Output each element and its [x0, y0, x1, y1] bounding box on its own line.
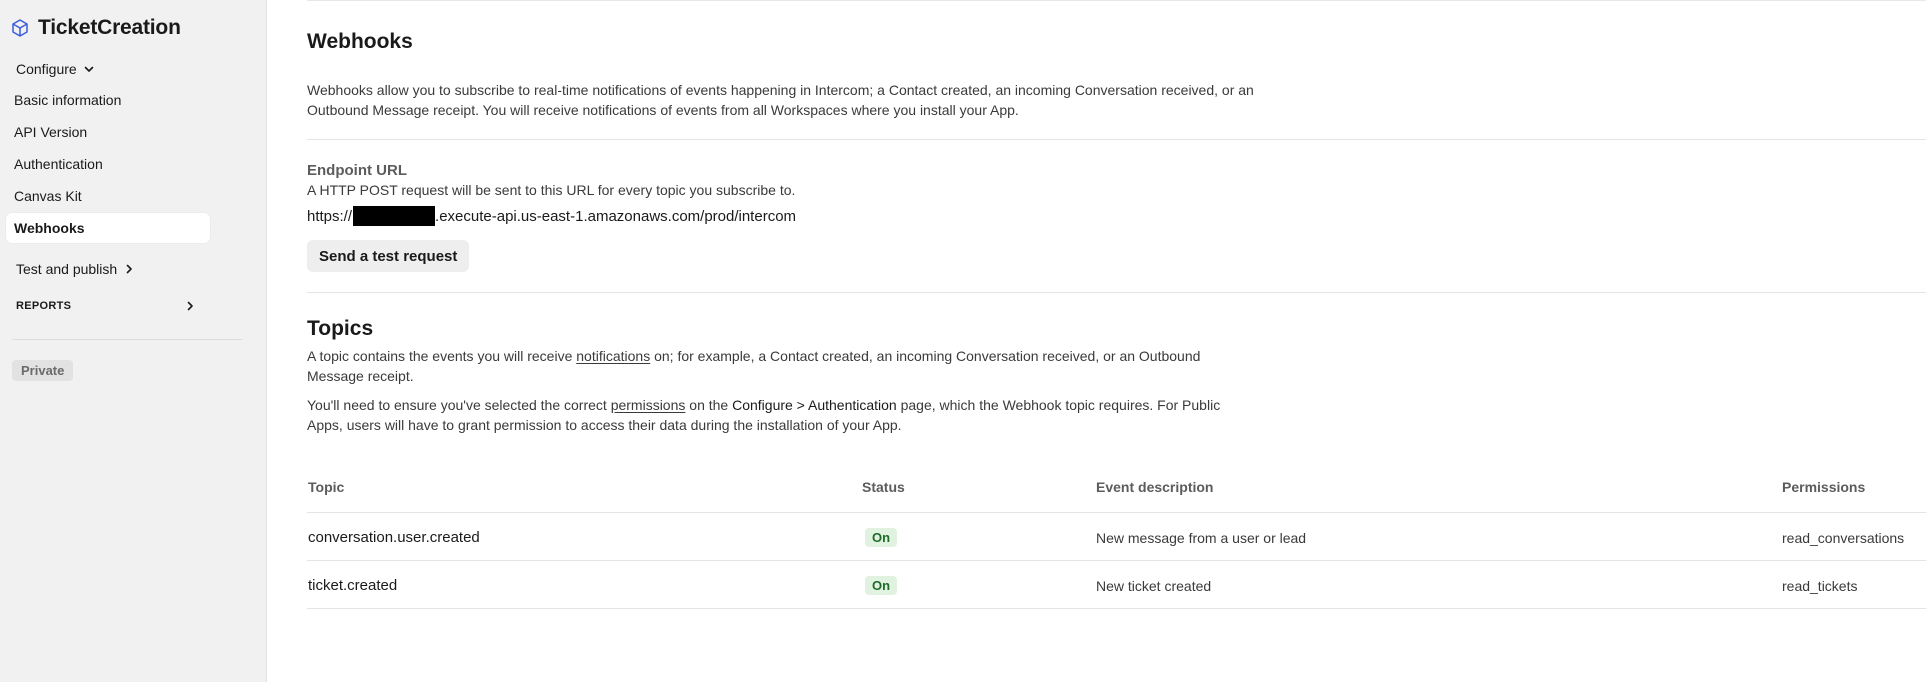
private-badge: Private: [12, 360, 73, 381]
sidebar-item-label: Authentication: [14, 156, 103, 172]
top-divider: [307, 0, 1926, 1]
endpoint-url-value: [307, 206, 796, 226]
endpoint-url-label: Endpoint URL: [307, 162, 407, 179]
configure-authentication-text: Configure > Authentication: [732, 397, 897, 413]
section-divider: [307, 292, 1926, 293]
sidebar-item-label: Canvas Kit: [14, 188, 82, 204]
topics-text: on the: [685, 397, 733, 413]
event-description: New message from a user or lead: [1096, 530, 1307, 546]
chevron-down-icon: [83, 63, 95, 75]
topics-title: Topics: [307, 317, 374, 340]
permissions-link[interactable]: permissions: [610, 397, 686, 413]
endpoint-url-help: A HTTP POST request will be sent to this URL for every topic you subscribe to.: [307, 182, 796, 198]
topics-text: You'll need to ensure you've selected the correct: [307, 397, 611, 413]
topic-name: ticket.created: [308, 577, 398, 594]
column-header-permissions: Permissions: [1782, 479, 1866, 495]
notifications-link[interactable]: notifications: [576, 348, 651, 364]
chevron-right-icon: [184, 300, 196, 312]
reports-label: REPORTS: [16, 300, 72, 312]
sidebar-item-canvas-kit[interactable]: [6, 181, 210, 211]
column-header-topic: Topic: [308, 479, 345, 495]
app-brand: [10, 16, 181, 40]
event-description: New ticket created: [1096, 578, 1212, 594]
sidebar-item-basic-information[interactable]: [6, 85, 210, 115]
table-divider: [307, 560, 1926, 561]
status-badge: On: [865, 576, 897, 595]
redacted-block: [353, 206, 435, 226]
sidebar-item-authentication[interactable]: [6, 149, 210, 179]
sidebar-divider: [12, 339, 242, 340]
table-divider: [307, 512, 1926, 513]
permission-scope: read_conversations: [1782, 530, 1905, 546]
topics-text: A topic contains the events you will receive: [307, 348, 577, 364]
app-title: TicketCreation: [38, 16, 181, 39]
configure-toggle[interactable]: [16, 61, 95, 77]
test-and-publish-label: Test and publish: [16, 261, 118, 277]
test-and-publish-toggle[interactable]: [16, 261, 135, 277]
permission-scope: read_tickets: [1782, 578, 1858, 594]
table-divider: [307, 608, 1926, 609]
cube-icon: [10, 18, 30, 38]
column-header-event-description: Event description: [1096, 479, 1214, 495]
webhooks-intro: Webhooks allow you to subscribe to real-time notifications of events happening in Intercom; a Contact created, an incoming Conversation received, or an Outbound Message receipt. You will receive notifications of events from all Workspaces where you install your App.: [307, 82, 1254, 118]
column-header-status: Status: [862, 479, 905, 495]
sidebar-item-label: API Version: [14, 124, 88, 140]
page-title: Webhooks: [307, 30, 413, 53]
topics-description: [307, 346, 1237, 386]
chevron-right-icon: [123, 263, 135, 275]
sidebar-item-label: Webhooks: [14, 220, 85, 236]
topics-text: on; for example, a Contact created, an incoming Conversation received, or an Outbound Message receipt.: [307, 348, 1201, 384]
topics-text: page, which the Webhook topic requires. For Public Apps, users will have to grant permission to access their data during the installation of your App.: [307, 397, 1221, 433]
main-content: [307, 0, 1926, 682]
topics-permissions-note: [307, 395, 1237, 435]
send-test-request-button[interactable]: Send a test request: [307, 240, 469, 272]
configure-label: Configure: [16, 61, 77, 77]
reports-toggle[interactable]: [16, 300, 196, 312]
sidebar-item-webhooks[interactable]: [6, 213, 210, 243]
section-divider: [307, 139, 1926, 140]
sidebar-item-label: Basic information: [14, 92, 122, 108]
sidebar-item-api-version[interactable]: [6, 117, 210, 147]
sidebar: [0, 0, 267, 682]
endpoint-url-prefix: https://: [307, 207, 353, 225]
endpoint-url-suffix: .execute-api.us-east-1.amazonaws.com/prod/intercom: [435, 207, 797, 225]
status-badge: On: [865, 528, 897, 547]
topic-name: conversation.user.created: [308, 529, 480, 546]
